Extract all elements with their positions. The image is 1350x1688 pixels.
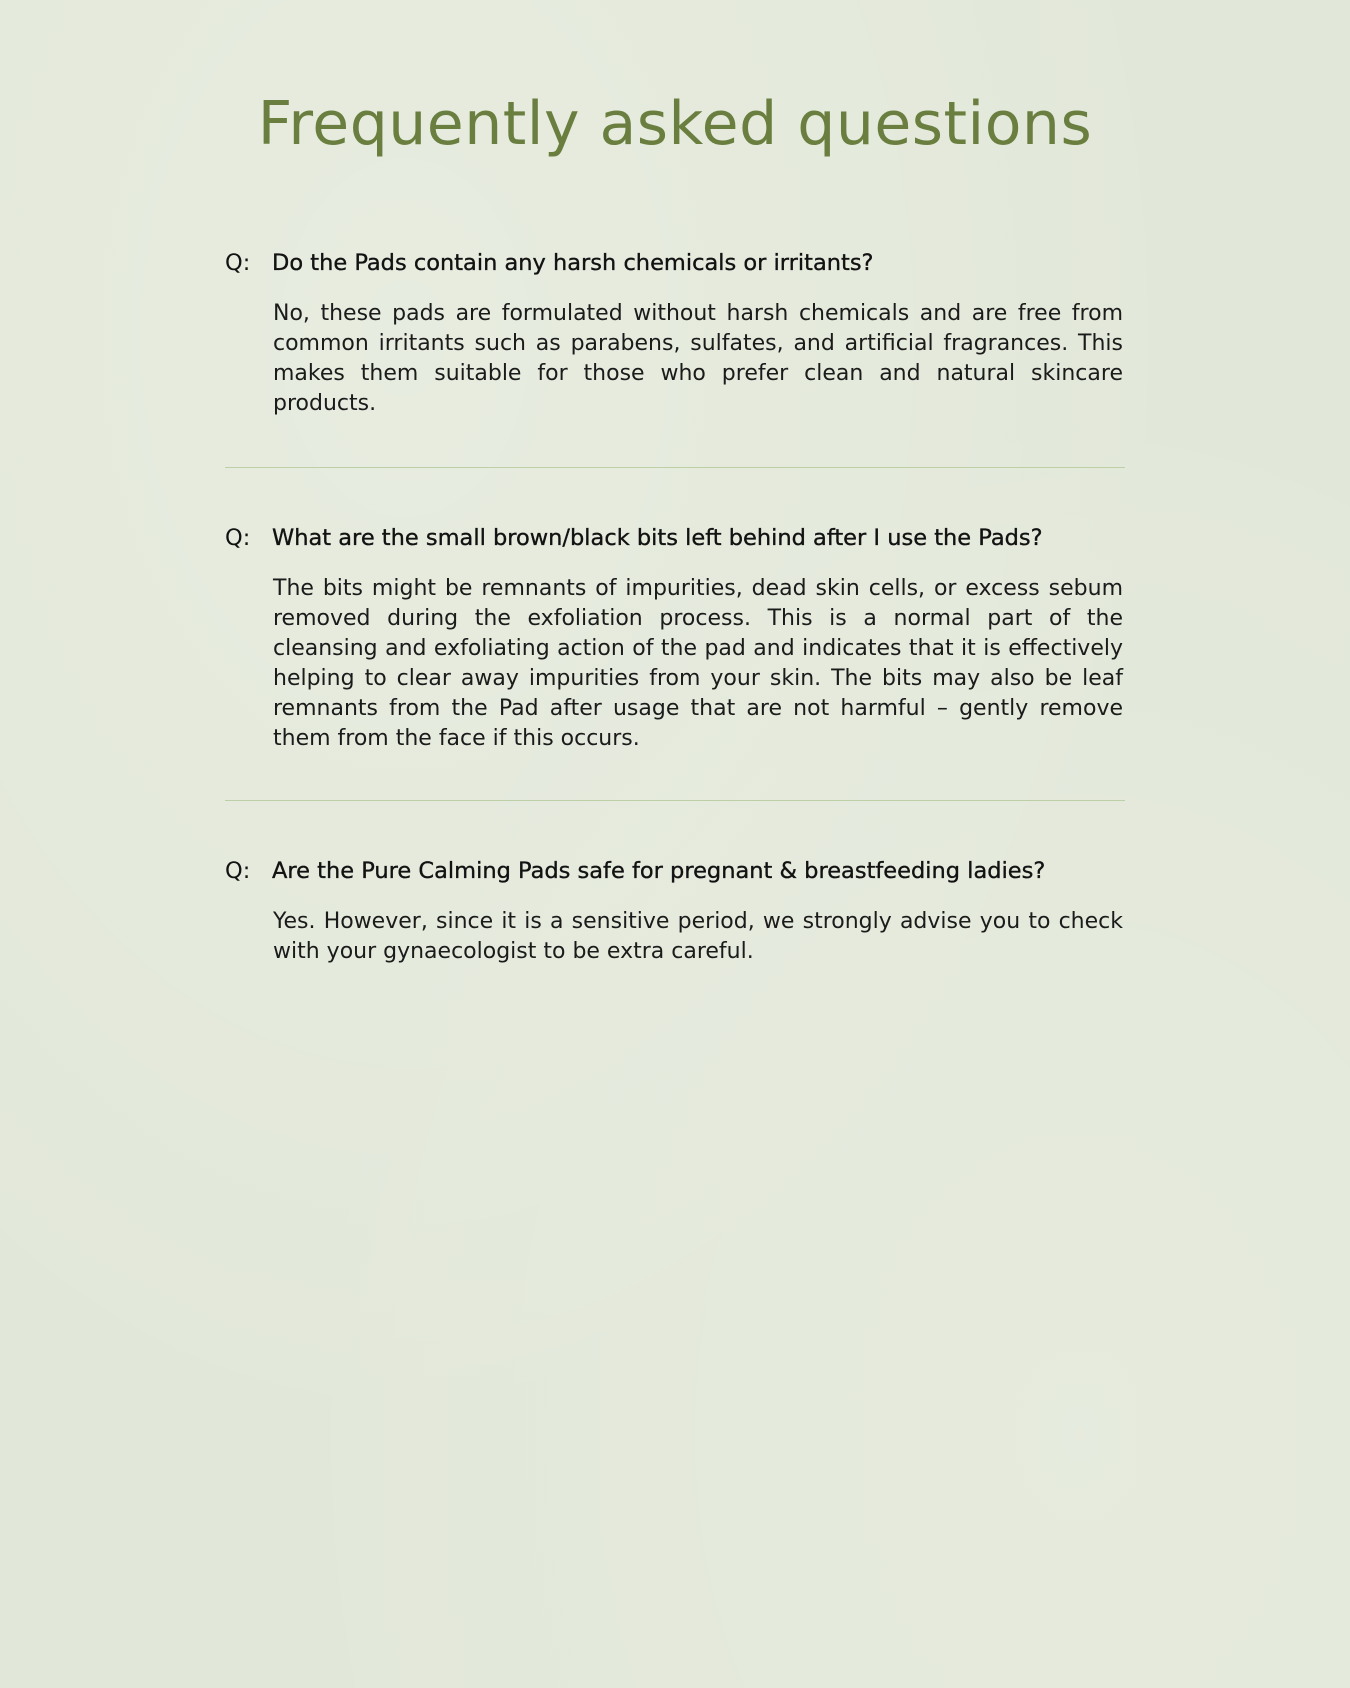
question-label: Q:	[225, 525, 251, 551]
faq-question	[225, 245, 1125, 281]
question-text: Are the Pure Calming Pads safe for pregnant & breastfeeding ladies?	[272, 858, 1046, 884]
faq-question	[225, 520, 1125, 556]
faq-item	[225, 520, 1125, 801]
question-label: Q:	[225, 858, 251, 884]
question-label: Q:	[225, 250, 251, 276]
faq-divider	[225, 800, 1125, 801]
page-title: Frequently asked questions	[257, 89, 1093, 159]
faq-answer: The bits might be remnants of impurities, dead skin cells, or excess sebum removed during the exfoliation process. This is a normal part of the cleansing and exfoliating action of the pad and indicates that it is effectively helping to clear away impurities from your skin. The bits may also be leaf remnants from the Pad after usage that are not harmful – gently remove them from the face if this occurs.	[273, 576, 1123, 751]
faq-answer: No, these pads are formulated without harsh chemicals and are free from common irritants such as parabens, sulfates, and artificial fragrances. This makes them suitable for those who prefer clean and natural skincare products.	[273, 301, 1123, 416]
faq-question	[225, 853, 1125, 889]
question-text: What are the small brown/black bits left behind after I use the Pads?	[272, 525, 1043, 551]
faq-list	[225, 245, 1125, 967]
question-text: Do the Pads contain any harsh chemicals or irritants?	[272, 250, 874, 276]
faq-item	[225, 245, 1125, 468]
faq-item	[225, 853, 1125, 967]
faq-divider	[225, 467, 1125, 468]
faq-answer: Yes. However, since it is a sensitive period, we strongly advise you to check with your gynaecologist to be extra careful.	[273, 909, 1123, 964]
